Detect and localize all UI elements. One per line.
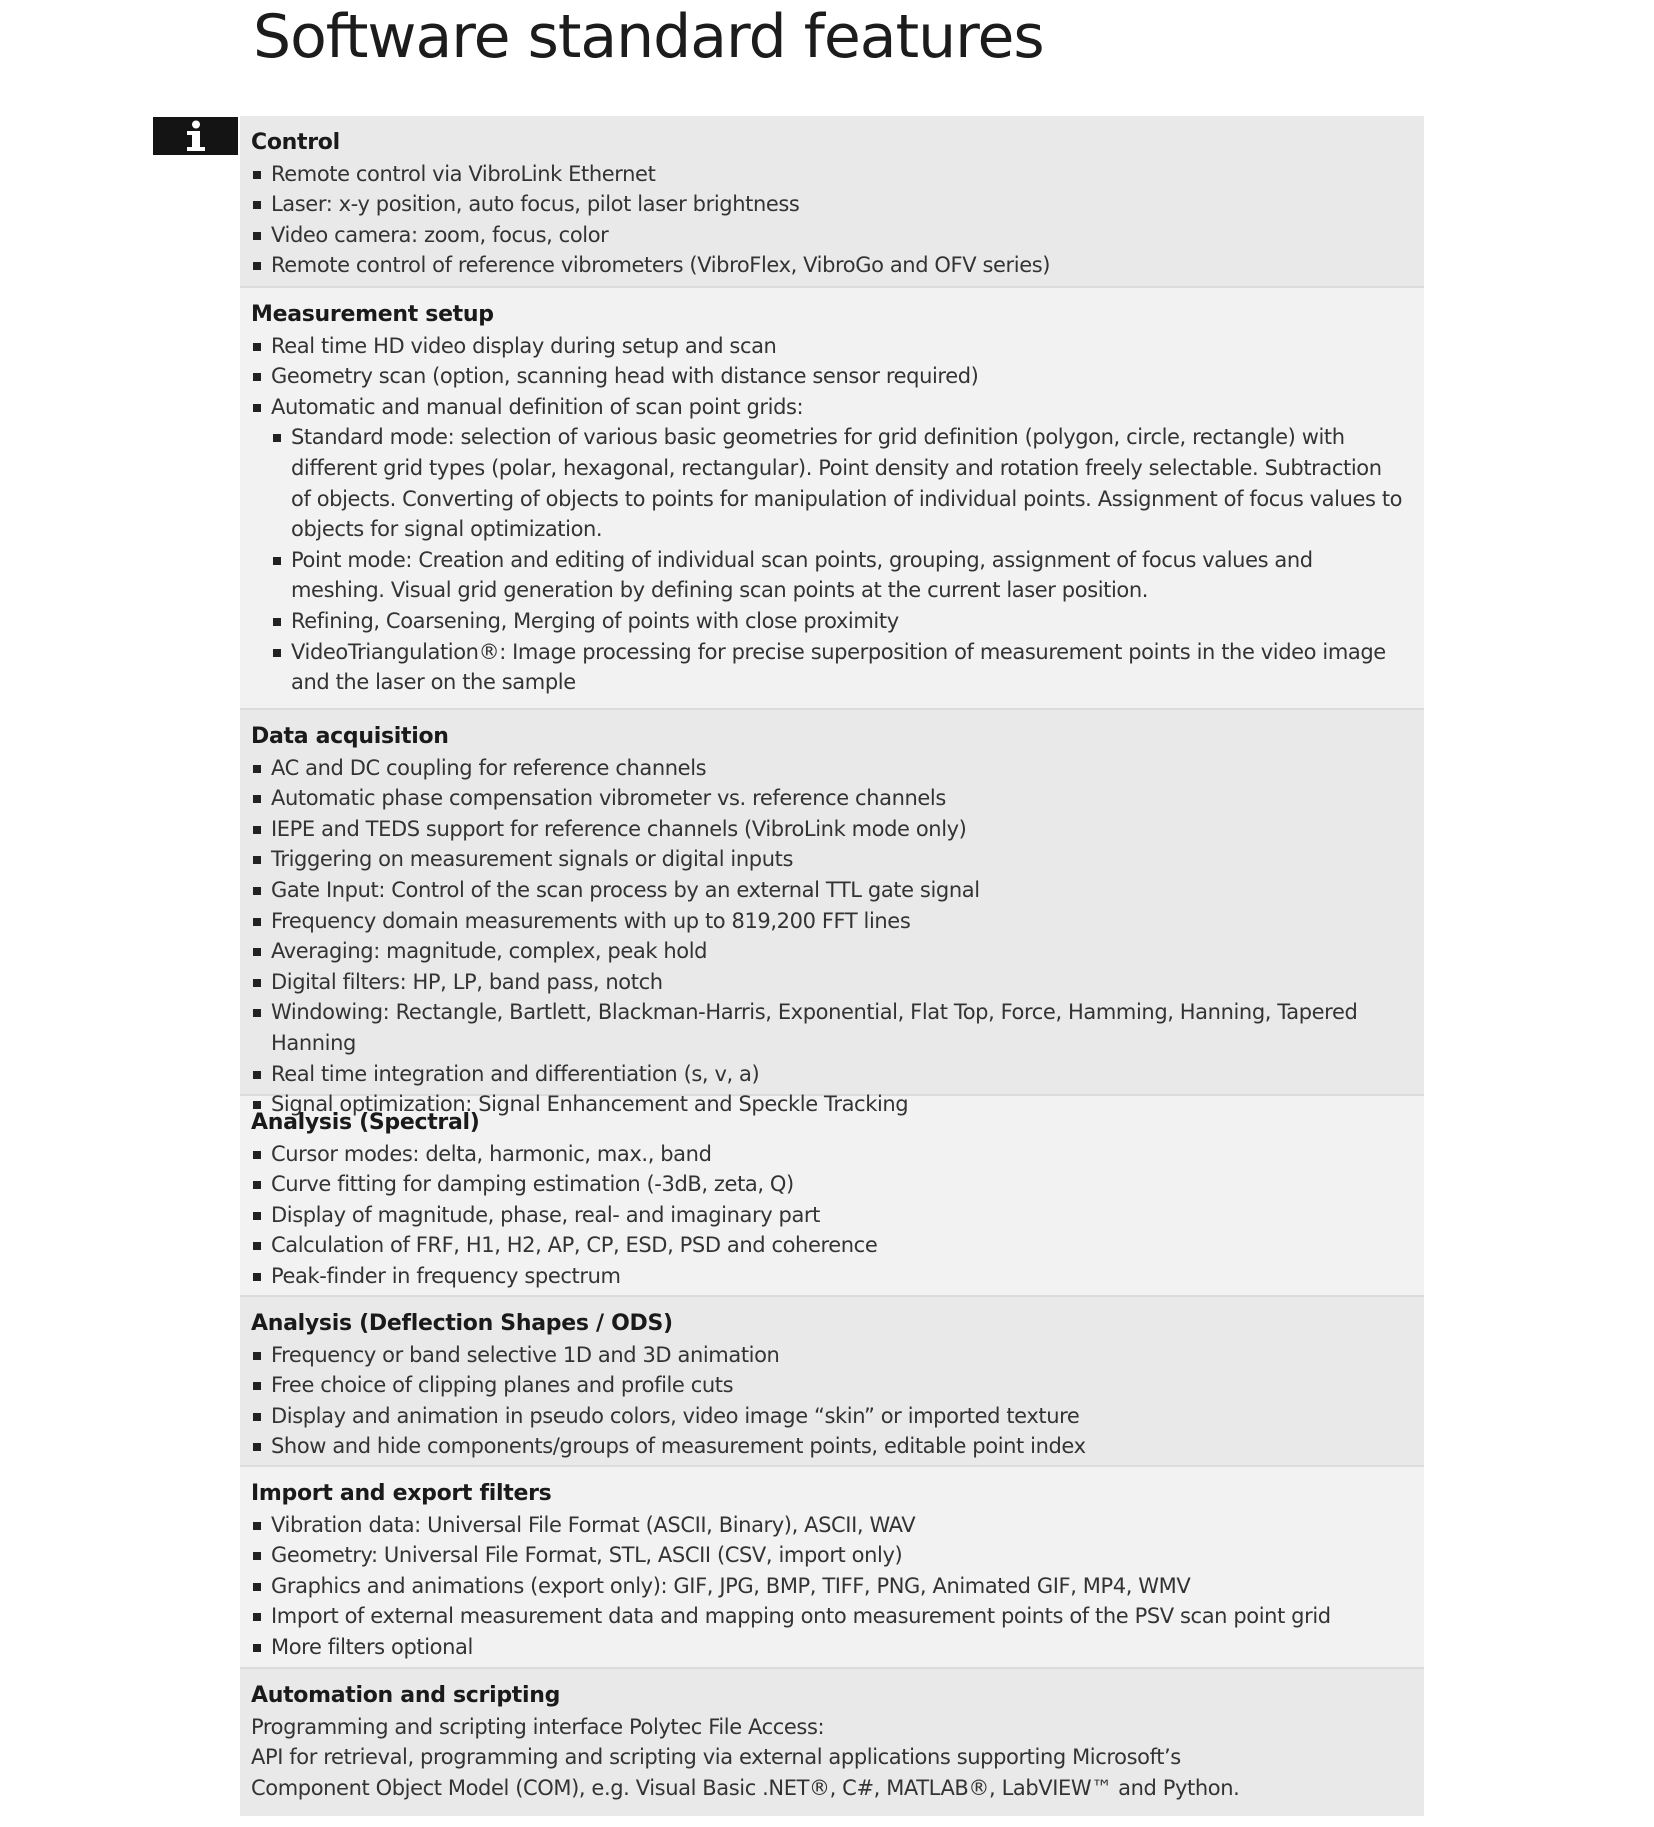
- list-item: Graphics and animations (export only): GIF, JPG, BMP, TIFF, PNG, Animated GIF, MP4, WMV: [251, 1571, 1424, 1602]
- sub-list-item: Point mode: Creation and editing of individual scan points, grouping, assignment of focus values and meshing. Visual grid generation by defining scan points at the current laser position.: [271, 545, 1424, 606]
- list-item: Remote control of reference vibrometers (VibroFlex, VibroGo and OFV series): [251, 250, 1424, 281]
- item-list: [251, 1139, 1424, 1292]
- list-item: Geometry: Universal File Format, STL, ASCII (CSV, import only): [251, 1540, 1424, 1571]
- list-item: Triggering on measurement signals or digital inputs: [251, 844, 1424, 875]
- list-item: Cursor modes: delta, harmonic, max., band: [251, 1139, 1424, 1170]
- list-item: Display and animation in pseudo colors, video image “skin” or imported texture: [251, 1401, 1424, 1432]
- item-list: [251, 1340, 1424, 1462]
- item-list: [251, 753, 1424, 1120]
- section-title: Analysis (Deflection Shapes / ODS): [251, 1311, 673, 1336]
- list-item: Automatic phase compensation vibrometer vs. reference channels: [251, 783, 1424, 814]
- list-item: Signal optimization: Signal Enhancement and Speckle Tracking: [251, 1089, 1424, 1120]
- list-item: Real time integration and differentiation (s, v, a): [251, 1059, 1424, 1090]
- list-item: Digital filters: HP, LP, band pass, notch: [251, 967, 1424, 998]
- sub-list-item: Refining, Coarsening, Merging of points with close proximity: [271, 606, 1424, 637]
- list-item: Vibration data: Universal File Format (ASCII, Binary), ASCII, WAV: [251, 1510, 1424, 1541]
- section-title: Control: [251, 130, 340, 155]
- section-title: Data acquisition: [251, 724, 449, 749]
- list-item: Display of magnitude, phase, real- and imaginary part: [251, 1200, 1424, 1231]
- section-title: Analysis (Spectral): [251, 1110, 480, 1135]
- list-item: More filters optional: [251, 1632, 1424, 1663]
- section-import-export-filters: [240, 1467, 1424, 1669]
- list-item: Windowing: Rectangle, Bartlett, Blackman-Harris, Exponential, Flat Top, Force, Hamming, Hanning, Tapered Hanning: [251, 997, 1424, 1058]
- section-analysis-deflection-shapes: [240, 1297, 1424, 1467]
- item-list: [251, 159, 1424, 281]
- features-table: [240, 116, 1424, 1816]
- info-icon: [184, 120, 208, 152]
- info-badge: [153, 117, 238, 155]
- list-item: Calculation of FRF, H1, H2, AP, CP, ESD, PSD and coherence: [251, 1230, 1424, 1261]
- section-control: [240, 116, 1424, 288]
- section-title: Automation and scripting: [251, 1683, 561, 1708]
- list-item: AC and DC coupling for reference channels: [251, 753, 1424, 784]
- paragraph-line: Component Object Model (COM), e.g. Visual Basic .NET®, C#, MATLAB®, LabVIEW™ and Python.: [251, 1775, 1240, 1800]
- sub-list-item: VideoTriangulation®: Image processing for precise superposition of measurement points in the video image and the laser on the sample: [271, 637, 1424, 698]
- section-measurement-setup: [240, 288, 1424, 710]
- section-automation-scripting: [240, 1669, 1424, 1816]
- page-title: Software standard features: [253, 2, 1044, 72]
- list-item: Curve fitting for damping estimation (-3dB, zeta, Q): [251, 1169, 1424, 1200]
- section-data-acquisition: [240, 710, 1424, 1117]
- sub-list-item: Standard mode: selection of various basic geometries for grid definition (polygon, circle, rectangle) with different grid types (polar, hexagonal, rectangular). Point density and rotation freely selectable. Subtraction of objects. Converting of objects to points for manipulation of individual points. Assignment of focus values to objects for signal optimization.: [271, 422, 1424, 544]
- list-item: Remote control via VibroLink Ethernet: [251, 159, 1424, 190]
- list-item: Import of external measurement data and mapping onto measurement points of the PSV scan point grid: [251, 1601, 1424, 1632]
- list-item: Real time HD video display during setup and scan: [251, 331, 1424, 362]
- section-analysis-spectral: [240, 1096, 1424, 1297]
- list-item: Geometry scan (option, scanning head with distance sensor required): [251, 361, 1424, 392]
- list-item: Averaging: magnitude, complex, peak hold: [251, 936, 1424, 967]
- item-list: [251, 331, 1424, 423]
- list-item: Frequency domain measurements with up to 819,200 FFT lines: [251, 906, 1424, 937]
- list-item: Video camera: zoom, focus, color: [251, 220, 1424, 251]
- list-item: Free choice of clipping planes and profile cuts: [251, 1370, 1424, 1401]
- item-list: [251, 1510, 1424, 1663]
- list-item: Show and hide components/groups of measurement points, editable point index: [251, 1431, 1424, 1462]
- list-item: Frequency or band selective 1D and 3D animation: [251, 1340, 1424, 1371]
- paragraph-line: API for retrieval, programming and scripting via external applications supporting Microsoft’s: [251, 1745, 1181, 1770]
- list-item: Peak-finder in frequency spectrum: [251, 1261, 1424, 1292]
- list-item: IEPE and TEDS support for reference channels (VibroLink mode only): [251, 814, 1424, 845]
- list-item: Automatic and manual definition of scan point grids:: [251, 392, 1424, 423]
- section-title: Measurement setup: [251, 302, 494, 327]
- list-item: Gate Input: Control of the scan process by an external TTL gate signal: [251, 875, 1424, 906]
- sub-item-list: [271, 422, 1424, 697]
- section-title: Import and export filters: [251, 1481, 552, 1506]
- paragraph-line: Programming and scripting interface Polytec File Access:: [251, 1714, 825, 1739]
- list-item: Laser: x-y position, auto focus, pilot laser brightness: [251, 189, 1424, 220]
